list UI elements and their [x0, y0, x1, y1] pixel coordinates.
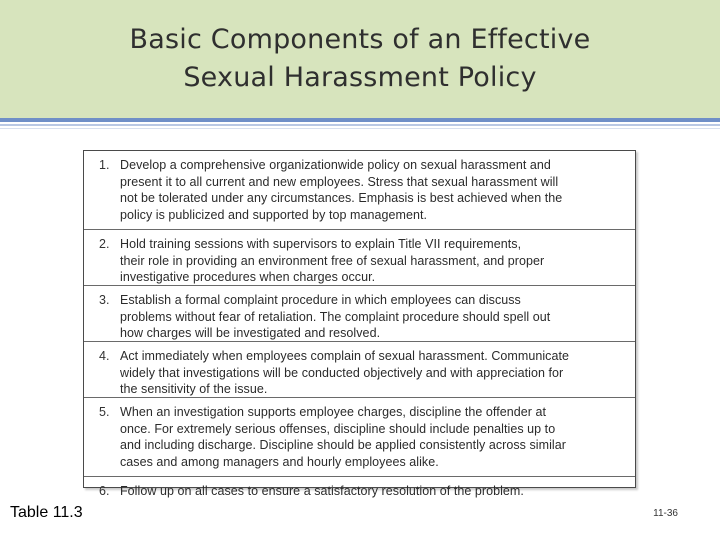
- policy-text: [120, 286, 627, 342]
- policy-table: [83, 150, 636, 498]
- policy-text: [120, 477, 627, 500]
- policy-text-line: Establish a formal complaint procedure in which employees can discuss: [120, 293, 521, 307]
- policy-text-line: cases and among managers and hourly employees alike.: [120, 454, 439, 469]
- policy-number: 5.: [99, 405, 110, 419]
- policy-text: [120, 398, 627, 470]
- title-divider-secondary: [0, 124, 720, 126]
- policy-text-line: policy is publicized and supported by top management.: [120, 207, 428, 222]
- policy-row: [84, 477, 635, 498]
- policy-text-line: once. For extremely serious offenses, discipline should include penalties up to: [120, 421, 556, 436]
- policy-text-line: problems without fear of retaliation. The complaint procedure should spell out: [120, 309, 551, 324]
- policy-row: [84, 342, 635, 398]
- policy-row: [84, 398, 635, 477]
- policy-text-line: and including discharge. Discipline should be applied consistently across similar: [120, 438, 566, 453]
- policy-text-line: Develop a comprehensive organizationwide policy on sexual harassment and: [120, 158, 551, 172]
- policy-text-line: not be tolerated under any circumstances. Emphasis is best achieved when the: [120, 191, 563, 206]
- policy-row: [84, 151, 635, 230]
- policy-text-line: Follow up on all cases to ensure a satisfactory resolution of the problem.: [120, 484, 524, 498]
- policy-text: [120, 230, 627, 286]
- policy-text: [120, 342, 627, 398]
- page-number: 11-36: [653, 508, 678, 519]
- title-divider: [0, 118, 720, 122]
- policy-number: 2.: [99, 237, 110, 251]
- policy-text: [120, 151, 627, 223]
- slide-title-line-2: Sexual Harassment Policy: [183, 62, 537, 93]
- policy-number: 3.: [99, 293, 110, 307]
- slide-title-line-1: Basic Components of an Effective: [129, 24, 591, 55]
- policy-number: 4.: [99, 349, 110, 363]
- policy-text-line: Hold training sessions with supervisors to explain Title VII requirements,: [120, 237, 522, 251]
- policy-text-line: their role in providing an environment free of sexual harassment, and proper: [120, 253, 545, 268]
- policy-text-line: present it to all current and new employees. Stress that sexual harassment will: [120, 174, 559, 189]
- policy-text-line: When an investigation supports employee charges, discipline the offender at: [120, 405, 546, 419]
- policy-text-line: investigative procedures when charges occur.: [120, 270, 376, 285]
- policy-number: 6.: [99, 484, 110, 498]
- policy-text-line: how charges will be investigated and resolved.: [120, 326, 381, 341]
- policy-number: 1.: [99, 158, 110, 172]
- policy-text-line: widely that investigations will be conducted objectively and with appreciation for: [120, 365, 564, 380]
- title-divider-tertiary: [0, 128, 720, 129]
- policy-row: [84, 230, 635, 286]
- title-band: [0, 0, 720, 118]
- policy-text-line: the sensitivity of the issue.: [120, 382, 268, 397]
- policy-row: [84, 286, 635, 342]
- policy-text-line: Act immediately when employees complain of sexual harassment. Communicate: [120, 349, 569, 363]
- table-caption: Table 11.3: [10, 504, 83, 521]
